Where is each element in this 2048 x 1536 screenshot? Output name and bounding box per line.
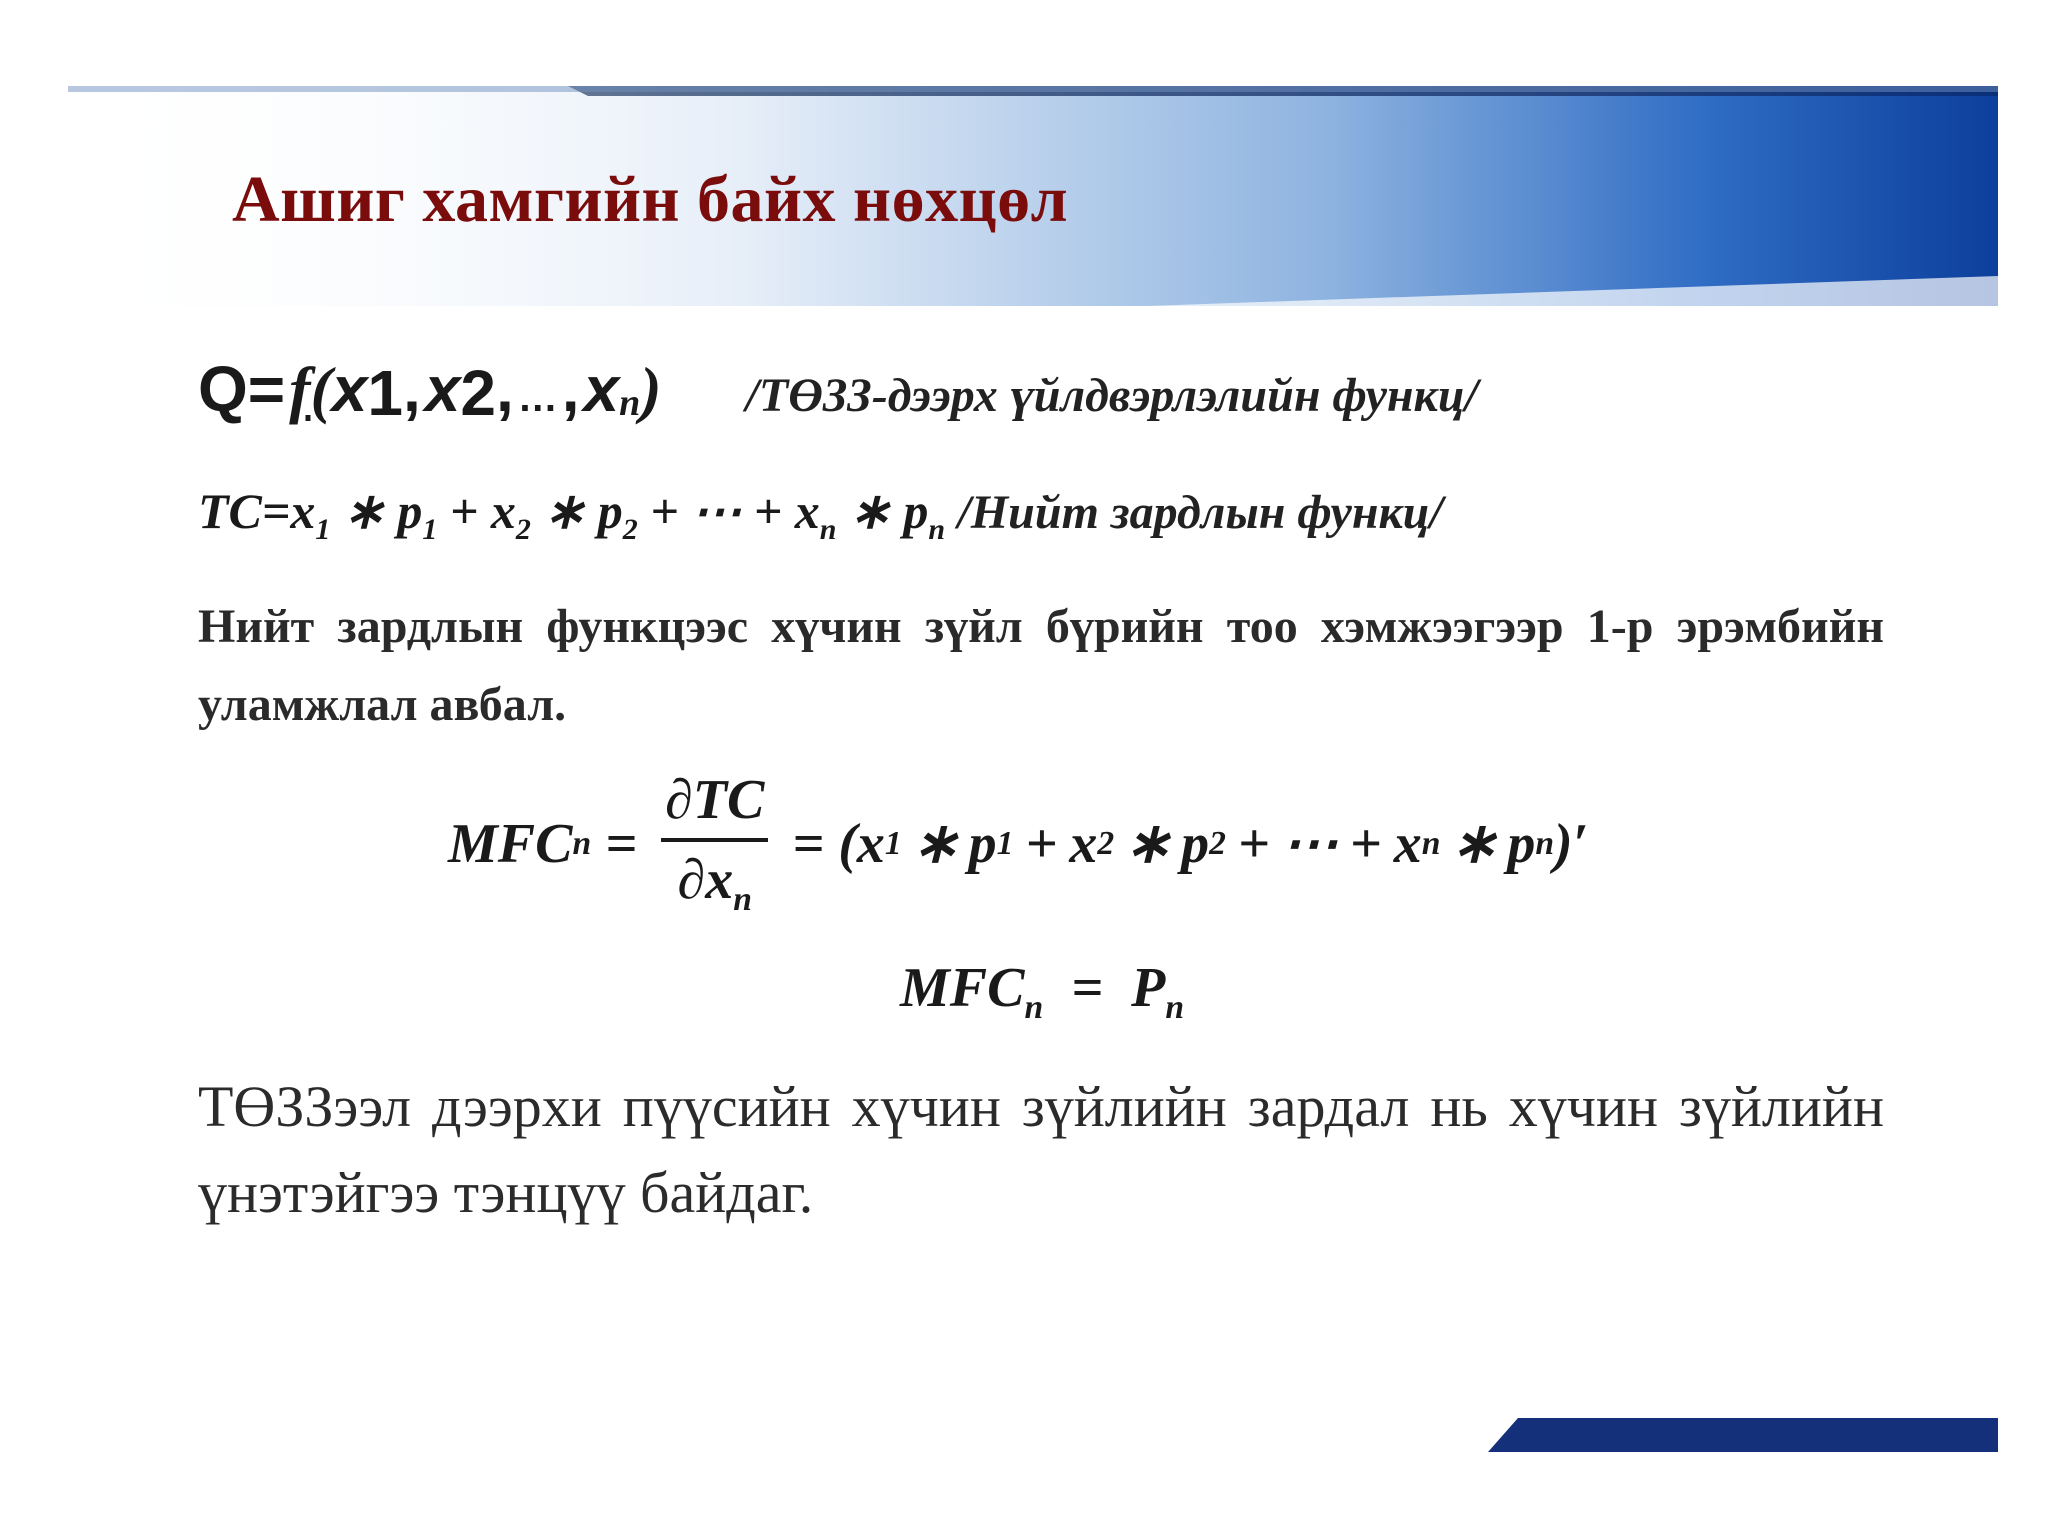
p-variable: p: [1181, 812, 1210, 875]
x-variable: x: [290, 483, 316, 539]
times-operator: ∗: [911, 813, 959, 876]
partial-symbol: ∂: [677, 849, 706, 911]
tc-symbol: TC: [198, 483, 262, 539]
subscript-1: 1: [367, 357, 403, 430]
x-variable: x: [705, 849, 734, 911]
subscript-n: n: [928, 513, 945, 546]
subscript-n: n: [619, 382, 641, 425]
subscript-2: 2: [1097, 824, 1115, 862]
equals-sign: =: [261, 483, 291, 539]
subscript-2: 2: [460, 357, 496, 430]
mfc-equals-price-equation: [900, 956, 1184, 1027]
plus-operator: +: [1349, 812, 1382, 875]
derivative-explanation: Нийт зардлын функцээс хүчин зүйл бүрийн тоо хэмжээгээр 1-р эрэмбийн уламжлал авбал.: [198, 600, 1884, 731]
conclusion-text: ТӨЗЗээл дээрхи пүүсийн хүчин зүйлийн зардал нь хүчин зүйлийн үнэтэйгээ тэнцүү байдаг.: [198, 1074, 1884, 1225]
x-variable: x: [583, 353, 620, 425]
plus-operator: +: [449, 483, 479, 539]
paren-close: ): [1554, 812, 1573, 875]
q-symbol: Q: [198, 353, 248, 425]
subscript-n: n: [819, 513, 837, 546]
mfc-derivative-equation: [448, 768, 1588, 919]
comma: ,: [495, 353, 514, 425]
comma: ,: [561, 353, 580, 425]
p-variable: p: [397, 483, 423, 539]
paren-open: (: [310, 354, 332, 425]
subscript-1: 1: [315, 513, 331, 546]
p-variable: p: [1507, 812, 1536, 875]
subscript-n: n: [572, 824, 592, 862]
equals-sign: =: [247, 353, 286, 425]
partial-derivative-fraction: [661, 768, 768, 919]
mfc-symbol: MFC: [448, 812, 573, 875]
x-variable: x: [794, 483, 820, 539]
footer-bar: [1488, 1418, 1998, 1452]
plus-operator: +: [753, 483, 783, 539]
subscript-n: n: [1024, 989, 1044, 1027]
ellipsis: …: [517, 376, 558, 420]
cdots: ⋯: [1281, 813, 1338, 876]
equals-sign: =: [605, 812, 638, 875]
subscript-n: n: [1421, 824, 1441, 862]
x-variable: x: [490, 483, 516, 539]
plus-operator: +: [650, 483, 679, 539]
subscript-n: n: [1165, 989, 1185, 1027]
paren-open: (: [838, 812, 857, 875]
fraction-numerator: [661, 768, 768, 842]
fraction-denominator: [678, 842, 752, 919]
x-variable: x: [1393, 812, 1422, 875]
formula-note: /Нийт зардлын функц/: [957, 486, 1443, 539]
x-variable: x: [856, 812, 885, 875]
paren-close: ): [640, 354, 662, 425]
p-variable: P: [1131, 957, 1166, 1019]
formula-note: /ТӨЗЗ-дээрх үйлдвэрлэлийн функц/: [745, 369, 1478, 422]
x-variable: x: [331, 353, 368, 425]
subscript-2: 2: [1209, 824, 1226, 862]
subscript-2: 2: [515, 513, 531, 546]
equals-sign: =: [792, 812, 825, 875]
partial-symbol: ∂: [665, 769, 693, 831]
function-symbol: f: [289, 354, 311, 425]
x-variable: x: [1069, 812, 1098, 875]
p-variable: p: [597, 483, 623, 539]
equals-sign: =: [1071, 957, 1104, 1019]
times-operator: ∗: [1124, 813, 1172, 876]
times-operator: ∗: [848, 483, 891, 539]
p-variable: p: [903, 483, 929, 539]
subscript-n: n: [1535, 824, 1555, 862]
plus-operator: +: [1025, 812, 1058, 875]
subscript-1: 1: [884, 824, 902, 862]
subscript-1: 1: [996, 824, 1014, 862]
subscript-n: n: [733, 881, 752, 919]
times-operator: ∗: [342, 483, 385, 539]
subscript-1: 1: [422, 513, 438, 546]
times-operator: ∗: [543, 483, 586, 539]
plus-operator: +: [1237, 812, 1270, 875]
p-variable: p: [968, 812, 997, 875]
mfc-symbol: MFC: [900, 957, 1025, 1019]
slide-title: Ашиг хамгийн байх нөхцөл: [232, 163, 1069, 236]
cdots: ⋯: [691, 483, 742, 539]
x-variable: x: [424, 353, 461, 425]
times-operator: ∗: [1450, 813, 1498, 876]
tc-symbol: TC: [692, 769, 765, 831]
comma: ,: [402, 353, 421, 425]
prime-symbol: ′: [1572, 812, 1589, 875]
production-function-formula: [198, 352, 1478, 430]
subscript-2: 2: [622, 513, 638, 546]
total-cost-formula: [198, 482, 1443, 547]
